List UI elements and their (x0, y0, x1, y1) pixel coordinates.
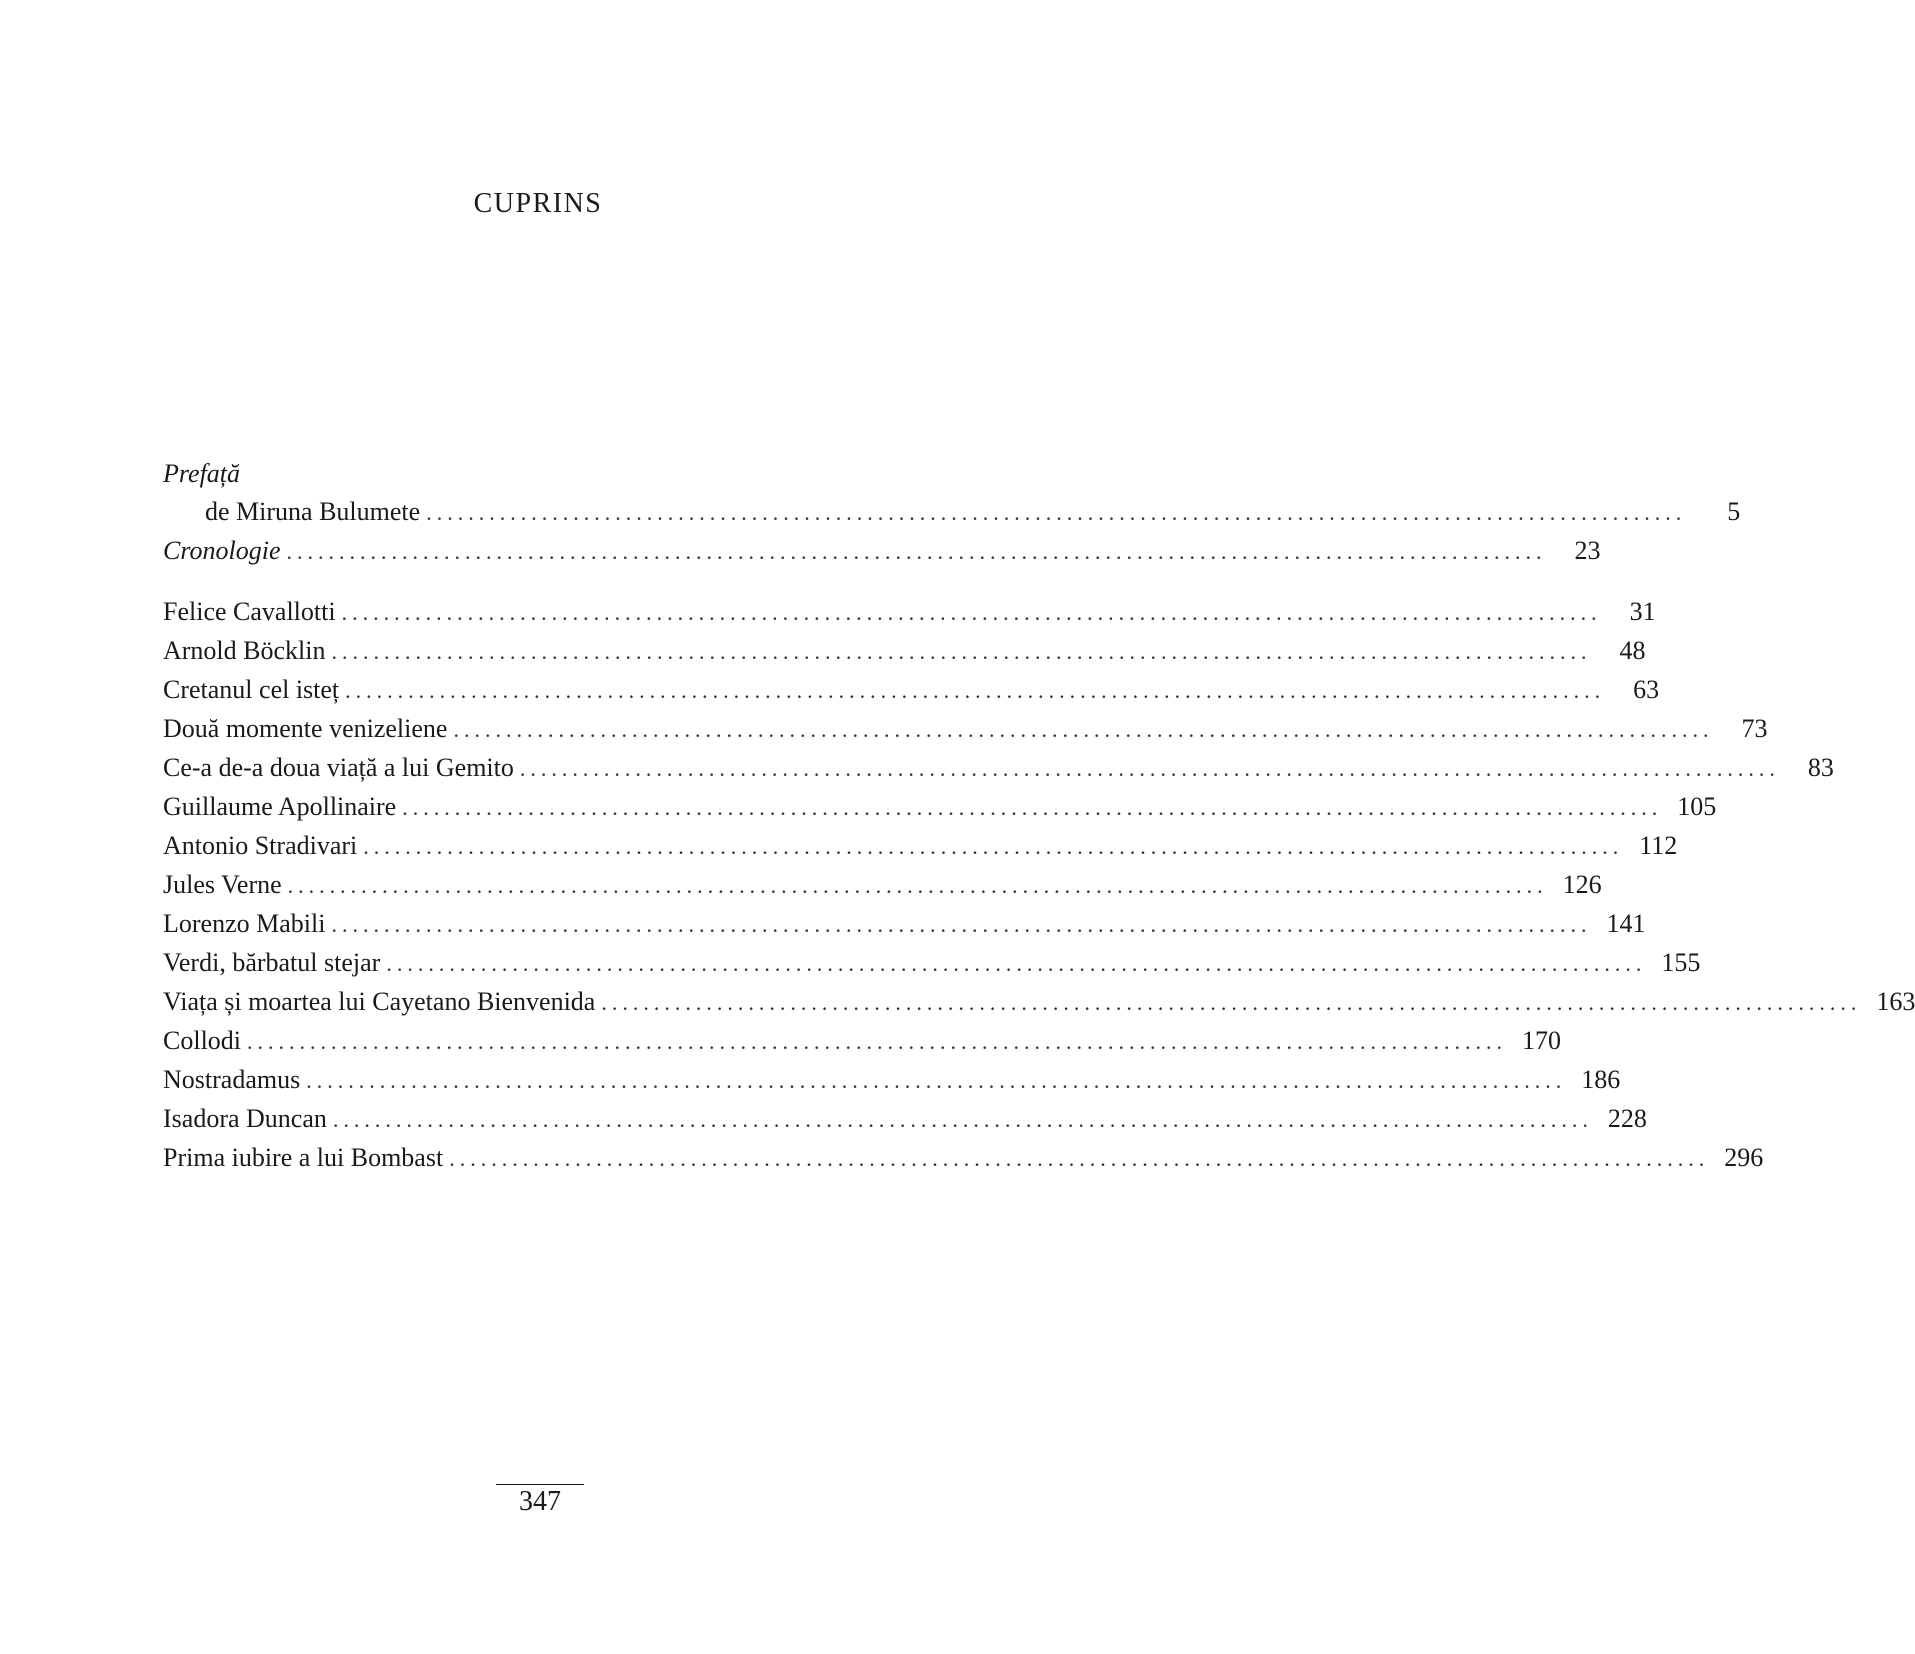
toc-entry-label: Arnold Böcklin (163, 636, 326, 665)
toc-entry (163, 826, 1678, 865)
dot-leader: ........................................................................................................................ (306, 1068, 1567, 1093)
table-of-contents (163, 455, 1915, 1177)
dot-leader: ........................................................................................................................ (345, 678, 1606, 703)
toc-entry-label: Viața și moartea lui Cayetano Bienvenida (163, 987, 596, 1016)
dot-leader: ........................................................................................................................ (426, 500, 1687, 525)
toc-entry-label: Două momente venizeliene (163, 714, 448, 743)
toc-entry-label: Ce-a de-a doua viață a lui Gemito (163, 753, 514, 782)
toc-entry (163, 748, 1834, 787)
toc-entry (163, 1099, 1647, 1138)
toc-entry (163, 943, 1701, 982)
dot-leader: ........................................................................................................................ (519, 756, 1780, 781)
toc-entry-label: Lorenzo Mabili (163, 909, 326, 938)
toc-entry-label: Jules Verne (163, 870, 282, 899)
toc-entry (163, 865, 1602, 904)
dot-leader: ........................................................................................................................ (331, 639, 1592, 664)
toc-entry-page: 31 (1629, 597, 1656, 626)
toc-entry-label: Cronologie (163, 536, 281, 565)
toc-entry-page: 186 (1581, 1065, 1621, 1094)
toc-entry-chronology (163, 531, 1601, 570)
toc-entry-page: 5 (1727, 497, 1741, 526)
toc-entry (163, 1138, 1764, 1177)
toc-entry-page: 228 (1607, 1104, 1647, 1133)
toc-entry-page: 126 (1562, 870, 1602, 899)
page-title: CUPRINS (473, 188, 603, 219)
toc-entry-label: Cretanul cel isteț (163, 675, 340, 704)
toc-entry-label: Guillaume Apollinaire (163, 792, 397, 821)
toc-entry (163, 787, 1717, 826)
toc-entry (163, 904, 1646, 943)
toc-heading-preface: Prefață (163, 459, 241, 488)
toc-entry-page: 155 (1661, 948, 1701, 977)
toc-entry (163, 592, 1656, 631)
toc-entry-page: 141 (1606, 909, 1646, 938)
dot-leader: ........................................................................................................................ (286, 539, 1547, 564)
dot-leader: ........................................................................................................................ (386, 951, 1647, 976)
toc-entry-page: 105 (1677, 792, 1717, 821)
toc-entry-label: Felice Cavallotti (163, 597, 336, 626)
toc-entry-page: 170 (1522, 1026, 1562, 1055)
toc-entry (163, 1021, 1562, 1060)
page-number: 347 (519, 1486, 561, 1517)
dot-leader: ........................................................................................................................ (287, 873, 1548, 898)
dot-leader: ........................................................................................................................ (453, 717, 1714, 742)
dot-leader: ........................................................................................................................ (402, 795, 1663, 820)
toc-entry-label: Prima iubire a lui Bombast (163, 1143, 444, 1172)
toc-entry (163, 1060, 1621, 1099)
dot-leader: ........................................................................................................................ (449, 1146, 1710, 1171)
toc-entry-label: Verdi, bărbatul stejar (163, 948, 381, 977)
section-gap (163, 570, 915, 592)
toc-entry-preface-author (163, 492, 1741, 531)
dot-leader: ........................................................................................................................ (247, 1029, 1508, 1054)
toc-entry (163, 982, 1915, 1021)
toc-entry-label: Antonio Stradivari (163, 831, 358, 860)
dot-leader: ........................................................................................................................ (363, 834, 1624, 859)
dot-leader: ........................................................................................................................ (332, 1107, 1593, 1132)
toc-entry-label: Nostradamus (163, 1065, 301, 1094)
toc-entry-label: Isadora Duncan (163, 1104, 327, 1133)
toc-entry (163, 670, 1660, 709)
toc-entry (163, 709, 1768, 748)
toc-entry-label: de Miruna Bulumete (205, 497, 421, 526)
toc-entry-page: 296 (1724, 1143, 1764, 1172)
toc-entry-page: 63 (1633, 675, 1660, 704)
toc-entry (163, 631, 1646, 670)
dot-leader: ........................................................................................................................ (341, 600, 1602, 625)
toc-entry-page: 23 (1574, 536, 1601, 565)
toc-entry-page: 112 (1639, 831, 1678, 860)
dot-leader: ........................................................................................................................ (331, 912, 1592, 937)
dot-leader: ........................................................................................................................ (601, 990, 1862, 1015)
toc-entry-page: 73 (1741, 714, 1768, 743)
toc-entries-list (163, 592, 1915, 1177)
toc-entry-page: 163 (1876, 987, 1915, 1016)
toc-entry-label: Collodi (163, 1026, 242, 1055)
toc-entry-page: 83 (1807, 753, 1834, 782)
toc-entry-page: 48 (1619, 636, 1646, 665)
